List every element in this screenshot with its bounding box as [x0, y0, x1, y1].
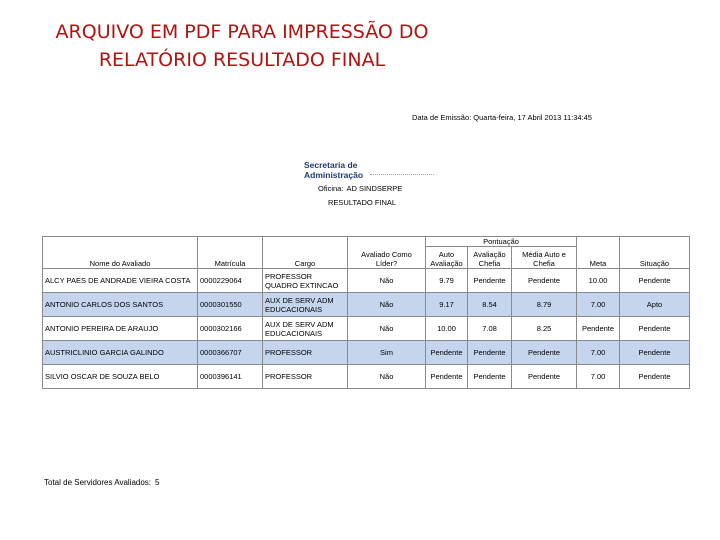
- secretaria-logo: [304, 160, 363, 180]
- cell-lider: Não: [348, 293, 426, 317]
- cell-nome: AUSTRICLINIO GARCIA GALINDO: [43, 341, 198, 365]
- cell-lider: Sim: [348, 341, 426, 365]
- cell-nome: SILVIO OSCAR DE SOUZA BELO: [43, 365, 198, 389]
- cell-cargo: PROFESSOR QUADRO EXTINCAO: [263, 269, 348, 293]
- cell-auto: Pendente: [426, 365, 468, 389]
- footer-total: [44, 478, 163, 487]
- cell-chefia: Pendente: [468, 341, 512, 365]
- cell-matricula: 0000301550: [198, 293, 263, 317]
- table-row: [43, 293, 690, 317]
- oficina-value: AD SINDSERPE: [346, 184, 403, 193]
- footer-label: Total de Servidores Avaliados:: [44, 478, 152, 487]
- cell-meta: 7.00: [577, 293, 620, 317]
- cell-nome: ALCY PAES DE ANDRADE VIEIRA COSTA: [43, 269, 198, 293]
- cell-situacao: Pendente: [620, 341, 690, 365]
- cell-media: Pendente: [512, 341, 577, 365]
- table-row: [43, 317, 690, 341]
- header-chefia: Avaliação Chefia: [468, 247, 512, 269]
- cell-lider: Não: [348, 365, 426, 389]
- table-row: [43, 365, 690, 389]
- cell-media: Pendente: [512, 365, 577, 389]
- slide-title-line-2: RELATÓRIO RESULTADO FINAL: [98, 49, 386, 71]
- header-auto: Auto Avaliação: [426, 247, 468, 269]
- cell-auto: 10.00: [426, 317, 468, 341]
- oficina-line: [318, 184, 405, 193]
- cell-lider: Não: [348, 269, 426, 293]
- header-pontuacao: Pontuação: [426, 237, 577, 247]
- oficina-label: Oficina:: [318, 184, 344, 193]
- cell-meta: 7.00: [577, 365, 620, 389]
- cell-meta: 7.00: [577, 341, 620, 365]
- cell-cargo: PROFESSOR: [263, 365, 348, 389]
- cell-situacao: Pendente: [620, 269, 690, 293]
- header-meta: Meta: [577, 237, 620, 269]
- cell-meta: 10.00: [577, 269, 620, 293]
- cell-matricula: 0000396141: [198, 365, 263, 389]
- table-row: [43, 269, 690, 293]
- cell-chefia: 8.54: [468, 293, 512, 317]
- cell-matricula: 0000302166: [198, 317, 263, 341]
- slide-title-line-1: ARQUIVO EM PDF PARA IMPRESSÃO DO: [55, 21, 429, 43]
- cell-chefia: 7.08: [468, 317, 512, 341]
- cell-chefia: Pendente: [468, 269, 512, 293]
- header-matricula: Matrícula: [198, 237, 263, 269]
- header-media: Média Auto e Chefia: [512, 247, 577, 269]
- cell-media: Pendente: [512, 269, 577, 293]
- header-nome: Nome do Avaliado: [43, 237, 198, 269]
- cell-cargo: AUX DE SERV ADM EDUCACIONAIS: [263, 293, 348, 317]
- header-situacao: Situação: [620, 237, 690, 269]
- cell-media: 8.25: [512, 317, 577, 341]
- cell-nome: ANTONIO PEREIRA DE ARAUJO: [43, 317, 198, 341]
- emission-date: Data de Emissão: Quarta-feira, 17 Abril 2013 11:34:45: [412, 113, 592, 122]
- slide-title: [0, 18, 484, 74]
- logo-line-2: Administração: [304, 170, 364, 180]
- cell-auto: 9.79: [426, 269, 468, 293]
- cell-media: 8.79: [512, 293, 577, 317]
- logo-dotted-rule: [370, 174, 434, 175]
- cell-cargo: PROFESSOR: [263, 341, 348, 365]
- cell-cargo: AUX DE SERV ADM EDUCACIONAIS: [263, 317, 348, 341]
- cell-situacao: Pendente: [620, 365, 690, 389]
- header-lider: Avaliado Como Líder?: [348, 237, 426, 269]
- results-table: [42, 236, 690, 389]
- footer-count: 5: [155, 478, 160, 487]
- cell-lider: Não: [348, 317, 426, 341]
- cell-matricula: 0000229064: [198, 269, 263, 293]
- cell-auto: Pendente: [426, 341, 468, 365]
- cell-meta: Pendente: [577, 317, 620, 341]
- report-name: RESULTADO FINAL: [328, 198, 397, 207]
- cell-situacao: Apto: [620, 293, 690, 317]
- cell-chefia: Pendente: [468, 365, 512, 389]
- logo-line-1: Secretaria de: [304, 160, 358, 170]
- cell-matricula: 0000366707: [198, 341, 263, 365]
- table-row: [43, 341, 690, 365]
- header-cargo: Cargo: [263, 237, 348, 269]
- cell-situacao: Pendente: [620, 317, 690, 341]
- cell-nome: ANTONIO CARLOS DOS SANTOS: [43, 293, 198, 317]
- cell-auto: 9.17: [426, 293, 468, 317]
